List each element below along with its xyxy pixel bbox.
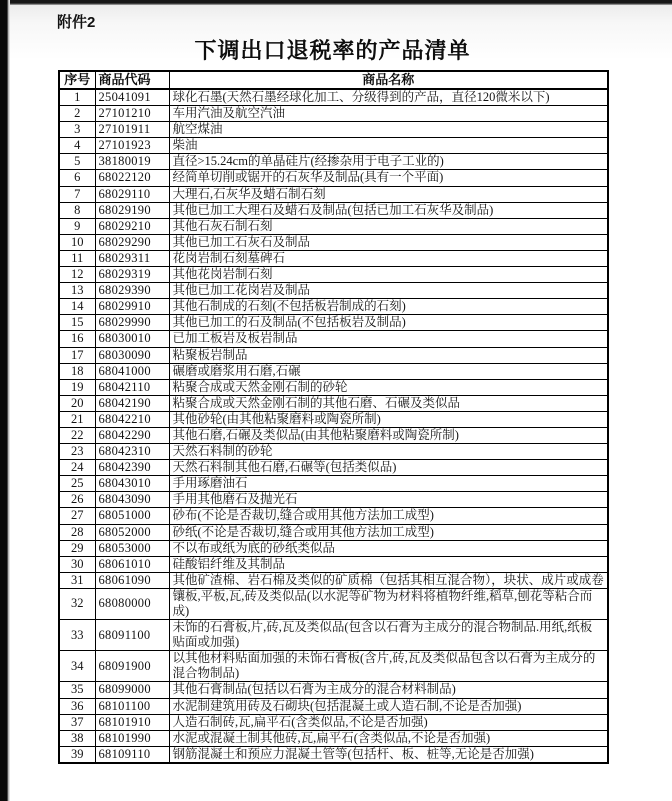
header-cell-serial-number: 序号 <box>59 71 95 89</box>
header-row <box>59 71 608 89</box>
product-code-cell: 68041000 <box>95 363 169 379</box>
table-row <box>59 250 608 266</box>
product-name-cell: 天然石料制的砂轮 <box>169 444 608 460</box>
table-row <box>59 682 608 698</box>
product-name-cell: 钢筋混凝土和预应力混凝土管等(包括杆、板、桩等,无论是否加强) <box>169 746 608 763</box>
serial-number-cell: 28 <box>59 524 95 540</box>
table-row <box>59 588 608 619</box>
table-row <box>59 267 608 283</box>
table-body <box>59 89 608 763</box>
table-row <box>59 106 608 122</box>
table-row <box>59 714 608 730</box>
product-name-cell: 镶板,平板,瓦,砖及类似品(以水泥等矿物为材料将植物纤维,稻草,刨花等粘合而成) <box>169 588 608 619</box>
serial-number-cell: 16 <box>59 331 95 347</box>
table-row <box>59 492 608 508</box>
product-name-cell: 航空煤油 <box>169 122 608 138</box>
product-code-cell: 68061090 <box>95 572 169 588</box>
table-row <box>59 698 608 714</box>
table-row <box>59 540 608 556</box>
product-name-cell: 已加工板岩及板岩制品 <box>169 331 608 347</box>
product-code-cell: 68101910 <box>95 714 169 730</box>
product-name-cell: 柴油 <box>169 138 608 154</box>
product-code-cell: 68099000 <box>95 682 169 698</box>
serial-number-cell: 38 <box>59 730 95 746</box>
product-name-cell: 花岗岩制石刻墓碑石 <box>169 250 608 266</box>
product-name-cell: 碾磨或磨浆用石磨,石碾 <box>169 363 608 379</box>
table-row <box>59 572 608 588</box>
serial-number-cell: 27 <box>59 508 95 524</box>
product-name-cell: 经简单切削或锯开的石灰华及制品(具有一个平面) <box>169 170 608 186</box>
product-code-cell: 68029190 <box>95 202 169 218</box>
serial-number-cell: 1 <box>59 89 95 106</box>
serial-number-cell: 26 <box>59 492 95 508</box>
product-code-cell: 68029210 <box>95 218 169 234</box>
product-code-cell: 27101923 <box>95 138 169 154</box>
table-row <box>59 476 608 492</box>
product-code-cell: 38180019 <box>95 154 169 170</box>
serial-number-cell: 37 <box>59 714 95 730</box>
table-row <box>59 234 608 250</box>
serial-number-cell: 19 <box>59 379 95 395</box>
product-code-cell: 68043010 <box>95 476 169 492</box>
product-name-cell: 未饰的石膏板,片,砖,瓦及类似品(包含以石膏为主成分的混合物制品.用纸,纸板贴面或加强) <box>169 620 608 651</box>
table-row <box>59 651 608 682</box>
scan-left-edge <box>0 0 10 801</box>
serial-number-cell: 12 <box>59 267 95 283</box>
product-code-cell: 68029110 <box>95 186 169 202</box>
product-code-cell: 68029290 <box>95 234 169 250</box>
serial-number-cell: 31 <box>59 572 95 588</box>
serial-number-cell: 2 <box>59 106 95 122</box>
product-name-cell: 粘聚合成或天然金刚石制的其他石磨、石碾及类似品 <box>169 395 608 411</box>
product-name-cell: 其他已加工石灰石及制品 <box>169 234 608 250</box>
table-row <box>59 556 608 572</box>
product-code-cell: 68029990 <box>95 315 169 331</box>
table-row <box>59 411 608 427</box>
table-row <box>59 746 608 763</box>
serial-number-cell: 4 <box>59 138 95 154</box>
product-code-cell: 68101990 <box>95 730 169 746</box>
product-code-cell: 68091100 <box>95 620 169 651</box>
table-row <box>59 508 608 524</box>
product-code-cell: 27101210 <box>95 106 169 122</box>
page-title: 下调出口退税率的产品清单 <box>194 38 471 63</box>
product-name-cell: 其他已加工的石及制品(不包括板岩及制品) <box>169 315 608 331</box>
product-code-cell: 68042110 <box>95 379 169 395</box>
product-code-cell: 68061010 <box>95 556 169 572</box>
product-code-cell: 68053000 <box>95 540 169 556</box>
serial-number-cell: 6 <box>59 170 95 186</box>
table-header <box>59 71 608 89</box>
serial-number-cell: 14 <box>59 299 95 315</box>
serial-number-cell: 39 <box>59 746 95 763</box>
product-code-cell: 68029319 <box>95 267 169 283</box>
product-name-cell: 其他石制成的石刻(不包括板岩制成的石刻) <box>169 299 608 315</box>
product-code-cell: 68091900 <box>95 651 169 682</box>
product-name-cell: 球化石墨(天然石墨经球化加工、分级得到的产品，直径120微米以下) <box>169 89 608 106</box>
product-name-cell: 手用琢磨油石 <box>169 476 608 492</box>
product-name-cell: 车用汽油及航空汽油 <box>169 106 608 122</box>
product-code-cell: 68030010 <box>95 331 169 347</box>
serial-number-cell: 33 <box>59 620 95 651</box>
product-name-cell: 其他石磨,石碾及类似品(由其他粘聚磨料或陶瓷所制) <box>169 427 608 443</box>
table-row <box>59 427 608 443</box>
table-row <box>59 395 608 411</box>
product-code-cell: 68080000 <box>95 588 169 619</box>
table-row <box>59 89 608 106</box>
product-name-cell: 硅酸铝纤维及其制品 <box>169 556 608 572</box>
header-cell-product-code: 商品代码 <box>95 71 169 89</box>
product-code-cell: 27101911 <box>95 122 169 138</box>
product-code-cell: 68042210 <box>95 411 169 427</box>
serial-number-cell: 15 <box>59 315 95 331</box>
table-row <box>59 379 608 395</box>
table-row <box>59 138 608 154</box>
product-name-cell: 其他已加工大理石及蜡石及制品(包括已加工石灰华及制品) <box>169 202 608 218</box>
serial-number-cell: 24 <box>59 460 95 476</box>
product-code-cell: 68043090 <box>95 492 169 508</box>
product-name-cell: 水泥制建筑用砖及石砌块(包括混凝土或人造石制,不论是否加强) <box>169 698 608 714</box>
product-name-cell: 其他石灰石制石刻 <box>169 218 608 234</box>
product-name-cell: 不以布或纸为底的砂纸类似品 <box>169 540 608 556</box>
product-name-cell: 其他已加工花岗岩及制品 <box>169 283 608 299</box>
serial-number-cell: 17 <box>59 347 95 363</box>
product-code-cell: 68051000 <box>95 508 169 524</box>
serial-number-cell: 11 <box>59 250 95 266</box>
serial-number-cell: 7 <box>59 186 95 202</box>
serial-number-cell: 20 <box>59 395 95 411</box>
serial-number-cell: 35 <box>59 682 95 698</box>
serial-number-cell: 9 <box>59 218 95 234</box>
attachment-label: 附件2 <box>57 14 96 31</box>
serial-number-cell: 36 <box>59 698 95 714</box>
serial-number-cell: 32 <box>59 588 95 619</box>
product-name-cell: 其他石膏制品(包括以石膏为主成分的混合材料制品) <box>169 682 608 698</box>
product-name-cell: 砂纸(不论是否裁切,缝合或用其他方法加工成型) <box>169 524 608 540</box>
product-code-cell: 68029311 <box>95 250 169 266</box>
product-name-cell: 天然石料制其他石磨,石碾等(包括类似品) <box>169 460 608 476</box>
product-code-cell: 68101100 <box>95 698 169 714</box>
serial-number-cell: 34 <box>59 651 95 682</box>
product-name-cell: 其他砂轮(由其他粘聚磨料或陶瓷所制) <box>169 411 608 427</box>
product-name-cell: 手用其他磨石及抛光石 <box>169 492 608 508</box>
product-table <box>58 70 609 764</box>
product-code-cell: 68042290 <box>95 427 169 443</box>
table-row <box>59 524 608 540</box>
table-row <box>59 170 608 186</box>
table-row <box>59 460 608 476</box>
table-row <box>59 299 608 315</box>
product-code-cell: 68042390 <box>95 460 169 476</box>
product-name-cell: 人造石制砖,瓦,扁平石(含类似品,不论是否加强) <box>169 714 608 730</box>
table-row <box>59 283 608 299</box>
product-name-cell: 水泥或混凝土制其他砖,瓦,扁平石(含类似品,不论是否加强) <box>169 730 608 746</box>
serial-number-cell: 21 <box>59 411 95 427</box>
product-name-cell: 大理石,石灰华及蜡石制石刻 <box>169 186 608 202</box>
table-row <box>59 154 608 170</box>
product-code-cell: 68029910 <box>95 299 169 315</box>
serial-number-cell: 22 <box>59 427 95 443</box>
table-row <box>59 218 608 234</box>
product-code-cell: 68030090 <box>95 347 169 363</box>
product-code-cell: 68022120 <box>95 170 169 186</box>
table-row <box>59 363 608 379</box>
table-row <box>59 347 608 363</box>
serial-number-cell: 23 <box>59 444 95 460</box>
product-name-cell: 粘聚板岩制品 <box>169 347 608 363</box>
table-row <box>59 331 608 347</box>
serial-number-cell: 18 <box>59 363 95 379</box>
serial-number-cell: 30 <box>59 556 95 572</box>
scan-top-edge <box>0 0 672 5</box>
product-name-cell: 砂布(不论是否裁切,缝合或用其他方法加工成型) <box>169 508 608 524</box>
serial-number-cell: 29 <box>59 540 95 556</box>
table-row <box>59 730 608 746</box>
serial-number-cell: 3 <box>59 122 95 138</box>
product-code-cell: 25041091 <box>95 89 169 106</box>
product-name-cell: 以其他材料贴面加强的未饰石膏板(含片,砖,瓦及类似品包含以石膏为主成分的混合物制品) <box>169 651 608 682</box>
product-name-cell: 其他矿渣棉、岩石棉及类似的矿质棉（包括其相互混合物），块状、成片或成卷 <box>169 572 608 588</box>
header-cell-product-name: 商品名称 <box>169 71 608 89</box>
product-code-cell: 68052000 <box>95 524 169 540</box>
product-name-cell: 粘聚合成或天然金刚石制的砂轮 <box>169 379 608 395</box>
serial-number-cell: 10 <box>59 234 95 250</box>
product-code-cell: 68109110 <box>95 746 169 763</box>
product-name-cell: 直径>15.24cm的单晶硅片(经掺杂用于电子工业的) <box>169 154 608 170</box>
table-row <box>59 186 608 202</box>
serial-number-cell: 13 <box>59 283 95 299</box>
product-name-cell: 其他花岗岩制石刻 <box>169 267 608 283</box>
product-code-cell: 68042310 <box>95 444 169 460</box>
serial-number-cell: 5 <box>59 154 95 170</box>
serial-number-cell: 8 <box>59 202 95 218</box>
table-row <box>59 202 608 218</box>
serial-number-cell: 25 <box>59 476 95 492</box>
product-code-cell: 68042190 <box>95 395 169 411</box>
product-code-cell: 68029390 <box>95 283 169 299</box>
table-row <box>59 620 608 651</box>
table-row <box>59 315 608 331</box>
table-row <box>59 444 608 460</box>
table-row <box>59 122 608 138</box>
